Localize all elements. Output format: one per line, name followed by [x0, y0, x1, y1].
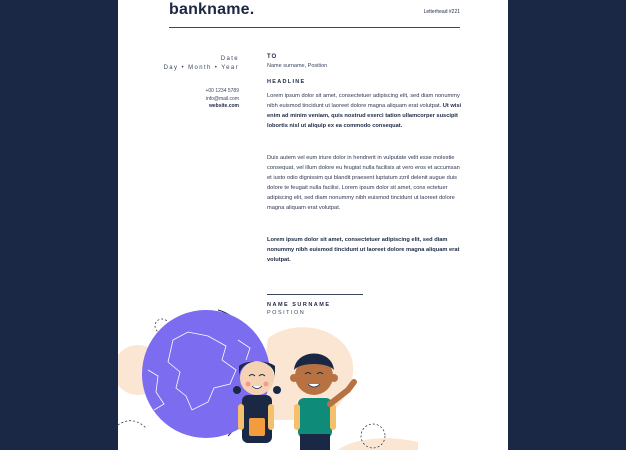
peach-blob-bottom	[338, 438, 418, 450]
contact-website: website.com	[208, 103, 239, 109]
signature-position: POSITION	[267, 310, 306, 316]
recipient-label: TO	[267, 54, 278, 60]
recipient-name: Name surname, Position	[267, 63, 328, 69]
signature-line	[267, 294, 363, 295]
dashed-line-left	[118, 421, 146, 428]
contact-email: info@mail.com	[205, 95, 239, 102]
contact-block	[205, 88, 239, 111]
date-value: Day • Month • Year	[163, 65, 239, 71]
letterhead-number: Letterhead #221	[423, 9, 460, 15]
paragraph-2: Duis autem vel eum iriure dolor in hendrerit in vulputate velit esse molestie consequat, vel illum dolore eu feugiat nulla facilisis at vero eros et accumsan et iusto odio dignissim qui blandit praesent luptatum zzril delenit augue duis dolore te feugait nulla facilisi. Lorem ipsum dolor sit amet, cons ectetuer adipiscing elit, sed diam nonummy nibh euismod tincidunt ut laoreet dolore magna aliquam erat volutpat.	[267, 155, 460, 211]
paragraph-1-normal: Lorem ipsum dolor sit amet, consectetuer adipiscing elit, sed diam nonummy nibh euismod tincidunt ut laoreet dolore magna aliquam erat volutpat.	[267, 93, 460, 109]
brand-name: bankname.	[169, 1, 255, 18]
date-label: Date	[220, 56, 239, 62]
letterhead-page	[118, 0, 508, 450]
paragraph-1	[267, 91, 465, 131]
signature-name: NAME SURNAME	[267, 302, 331, 308]
paragraph-3	[267, 235, 465, 265]
headline: HEADLINE	[267, 79, 306, 85]
paragraph-3-bold: Lorem ipsum dolor sit amet, consectetuer adipiscing elit, sed diam nonummy nibh euismod tincidunt ut laoreet dolore magna aliquam erat volutpat.	[267, 237, 460, 263]
kids-globe-illustration	[118, 300, 508, 450]
date-block	[164, 55, 239, 73]
paragraph-1-bold: Ut wisi enim ad minim veniam, quis nostrud exerci tation ullamcorper suscipit lobortis nisl ut aliquip ex ea commodo consequat.	[267, 103, 462, 129]
header-divider	[169, 27, 460, 28]
contact-phone: +00 1234 5789	[205, 88, 239, 94]
